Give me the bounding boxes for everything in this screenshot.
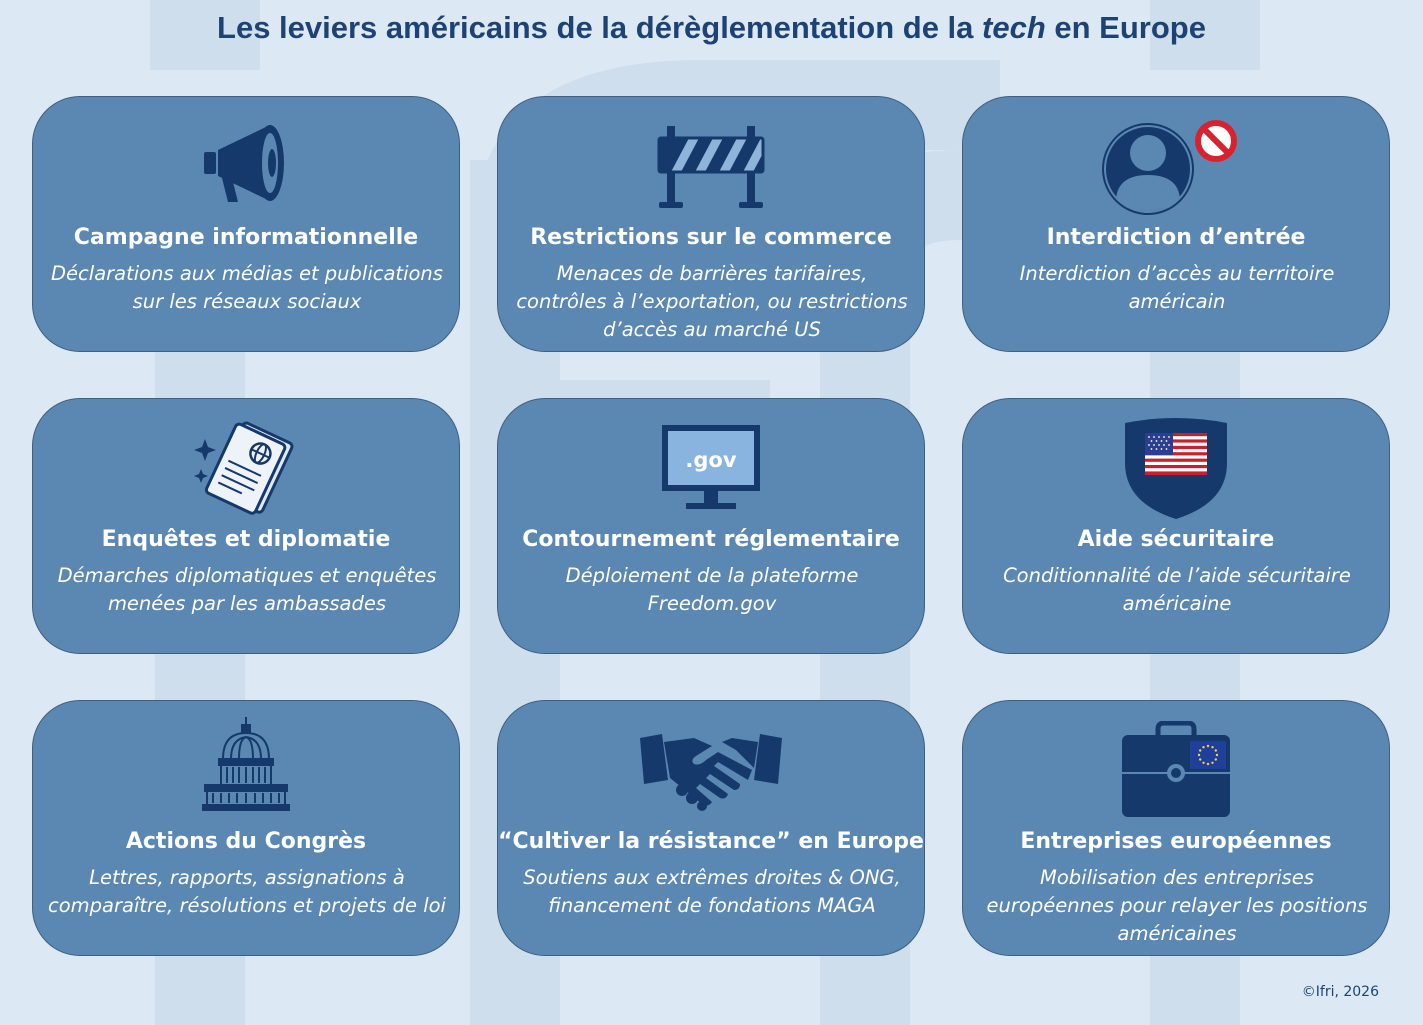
card-description: Lettres, rapports, assignations à comparaître, résolutions et projets de loi <box>48 866 446 917</box>
card-description: Démarches diplomatiques et enquêtes menées par les ambassades <box>57 564 437 615</box>
card-description: Interdiction d’accès au territoire américain <box>1019 262 1335 313</box>
card-interdiction-entree <box>962 96 1390 352</box>
passport-document-icon <box>33 419 459 519</box>
card-title: Contournement réglementaire <box>522 527 900 552</box>
card-contournement-reglementaire <box>497 398 925 654</box>
card-title: Campagne informationnelle <box>73 225 419 250</box>
user-banned-icon <box>963 117 1389 217</box>
us-flag-shield-icon <box>963 419 1389 519</box>
gov-label: .gov <box>685 448 737 472</box>
card-title: Actions du Congrès <box>125 829 367 854</box>
card-restrictions-commerce <box>497 96 925 352</box>
card-title: Interdiction d’entrée <box>1046 225 1306 250</box>
card-description: Déploiement de la plateforme Freedom.gov <box>565 564 859 615</box>
card-aide-securitaire <box>962 398 1390 654</box>
card-actions-congres <box>32 700 460 956</box>
card-enquetes-diplomatie <box>32 398 460 654</box>
card-description: Menaces de barrières tarifaires, contrôles à l’exportation, ou restrictions d’accès au marché US <box>516 262 908 341</box>
eu-briefcase-icon <box>963 721 1389 821</box>
page-title: Les leviers américains de la dérèglementation de la tech en Europe <box>217 10 1206 45</box>
handshake-icon <box>498 721 924 821</box>
card-description: Mobilisation des entreprises européennes pour relayer les positions américaines <box>986 866 1368 945</box>
copyright-notice: ©Ifri, 2026 <box>1301 984 1379 1000</box>
roadblock-icon <box>498 117 924 217</box>
card-description: Déclarations aux médias et publications sur les réseaux sociaux <box>51 262 443 313</box>
card-description: Conditionnalité de l’aide sécuritaire américaine <box>1003 564 1351 615</box>
card-title: Restrictions sur le commerce <box>530 225 892 250</box>
capitol-building-icon <box>33 717 459 817</box>
card-title: Enquêtes et diplomatie <box>101 527 391 552</box>
card-campagne-informationnelle <box>32 96 460 352</box>
card-entreprises-europeennes <box>962 700 1390 956</box>
card-title: Entreprises européennes <box>1020 829 1332 854</box>
card-title: Aide sécuritaire <box>1077 527 1275 552</box>
monitor-gov-icon <box>498 419 924 519</box>
card-cultiver-resistance <box>497 700 925 956</box>
card-description: Soutiens aux extrêmes droites & ONG, financement de fondations MAGA <box>523 866 901 917</box>
card-title: “Cultiver la résistance” en Europe <box>498 829 924 854</box>
megaphone-icon <box>33 117 459 217</box>
